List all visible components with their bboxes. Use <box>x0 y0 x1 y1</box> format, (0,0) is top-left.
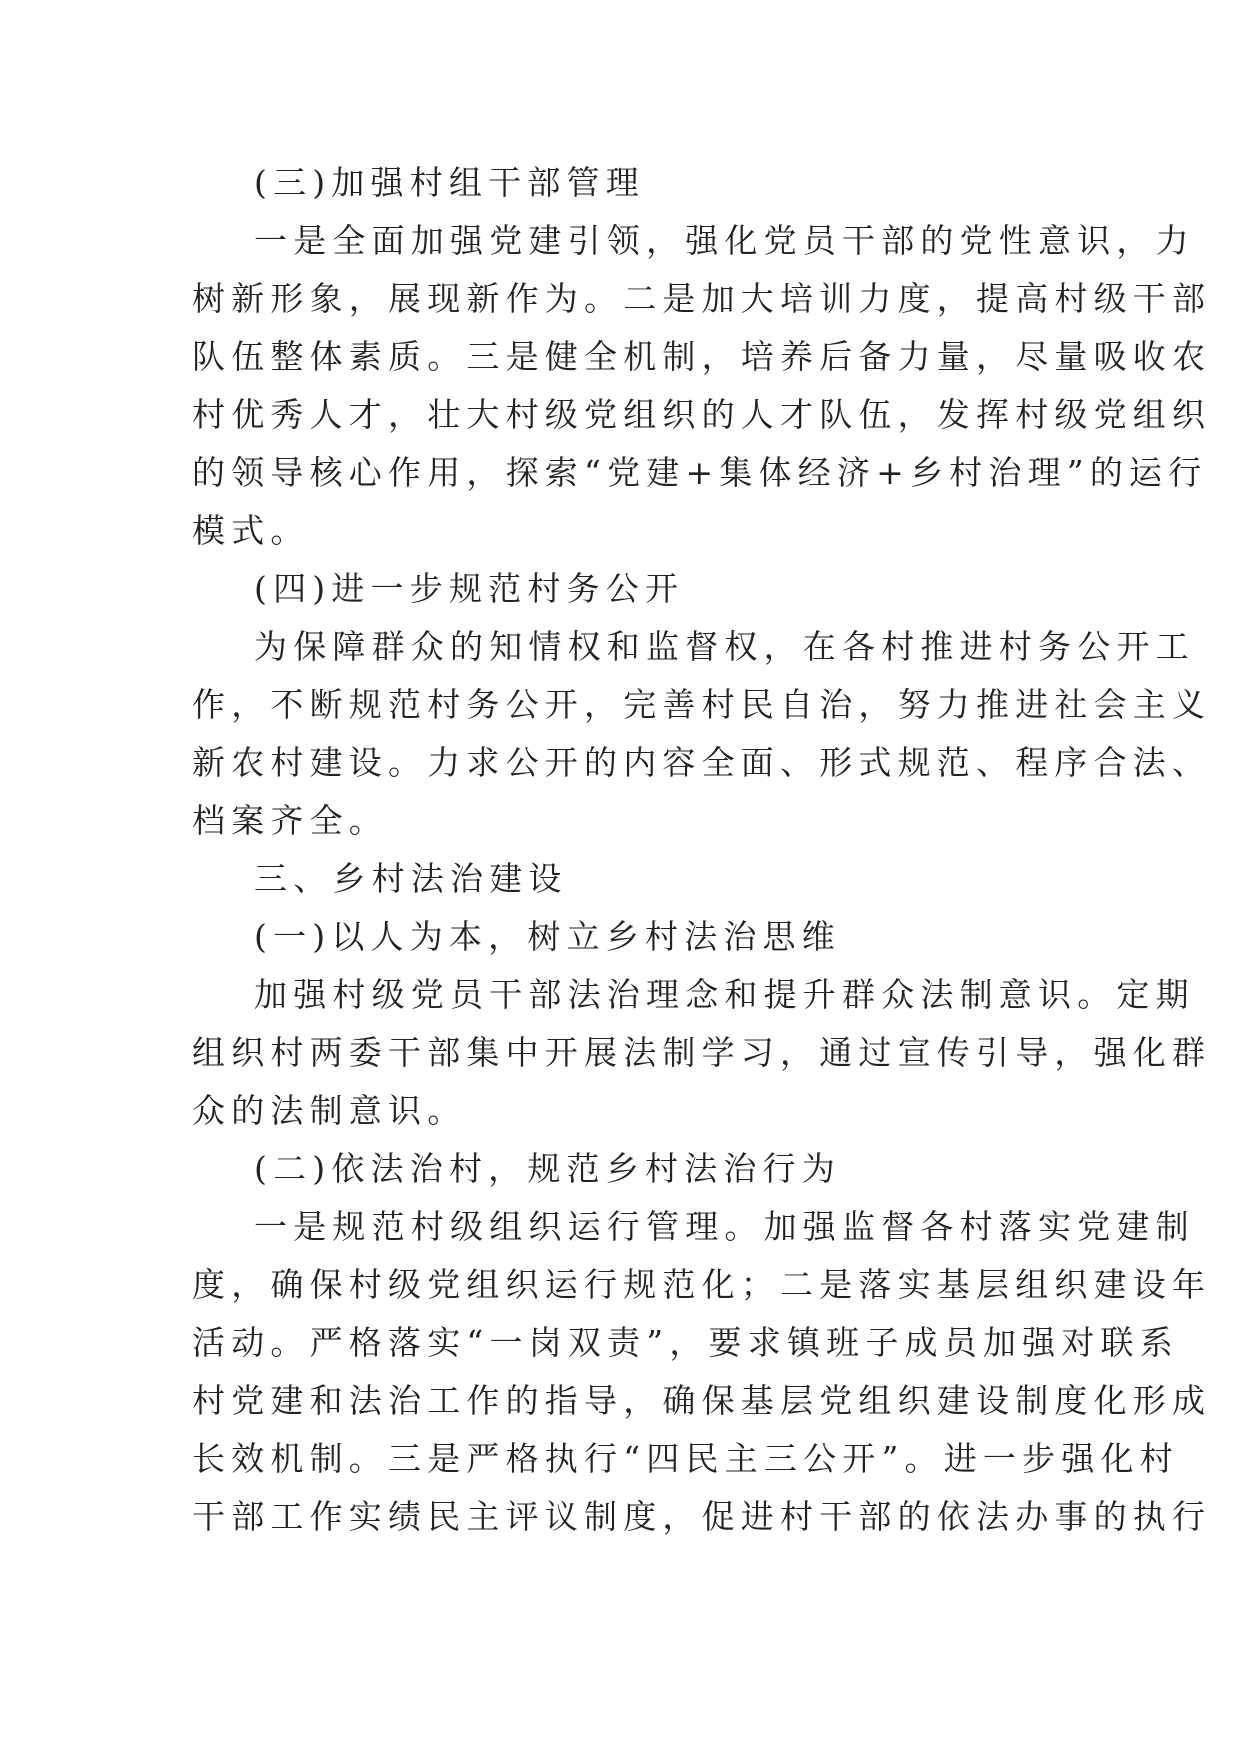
text-line: 众的法制意识。 <box>192 1091 467 1130</box>
text-line: 一是规范村级组织运行管理。加强监督各村落实党建制 <box>254 1207 1195 1246</box>
text-line: (四)进一步规范村务公开 <box>254 569 685 608</box>
text-line: (一)以人为本，树立乡村法治思维 <box>254 917 841 956</box>
document-body <box>192 154 1212 1546</box>
paragraph-disclosure <box>192 618 1212 850</box>
text-line: 组织村两委干部集中开展法制学习，通过宣传引导，强化群 <box>192 1033 1212 1072</box>
text-line: 三、乡村法治建设 <box>254 859 568 898</box>
text-line: 村优秀人才，壮大村级党组织的人才队伍，发挥村级党组织 <box>192 395 1212 434</box>
paragraph-legal-awareness <box>192 966 1212 1140</box>
text-line: (三)加强村组干部管理 <box>254 163 645 202</box>
text-line: 的领导核心作用，探索“党建+集体经济+乡村治理”的运行 <box>192 453 1208 492</box>
text-line: 度，确保村级党组织运行规范化；二是落实基层组织建设年 <box>192 1265 1212 1304</box>
section-heading-govern-by-law <box>192 1140 1060 1198</box>
paragraph-organization-management <box>192 1198 1212 1546</box>
text-line: 模式。 <box>192 511 310 550</box>
text-line: 档案齐全。 <box>192 801 388 840</box>
section-heading-strengthen-village-cadres <box>192 154 1060 212</box>
paragraph-party-building <box>192 212 1212 560</box>
text-line: 树新形象，展现新作为。二是加大培训力度，提高村级干部 <box>192 279 1212 318</box>
text-line: 村党建和法治工作的指导，确保基层党组织建设制度化形成 <box>192 1381 1212 1420</box>
text-line: 新农村建设。力求公开的内容全面、形式规范、程序合法、 <box>192 743 1212 782</box>
text-line: 作，不断规范村务公开，完善村民自治，努力推进社会主义 <box>192 685 1212 724</box>
text-line: 干部工作实绩民主评议制度，促进村干部的依法办事的执行 <box>192 1497 1212 1536</box>
section-heading-people-oriented <box>192 908 1060 966</box>
text-line: 队伍整体素质。三是健全机制，培养后备力量，尽量吸收农 <box>192 337 1212 376</box>
section-heading-village-affairs-disclosure <box>192 560 1060 618</box>
text-line: 一是全面加强党建引领，强化党员干部的党性意识，力 <box>254 221 1195 260</box>
text-line: 长效机制。三是严格执行“四民主三公开”。进一步强化村 <box>192 1439 1179 1478</box>
text-line: 加强村级党员干部法治理念和提升群众法制意识。定期 <box>254 975 1195 1014</box>
text-line: 为保障群众的知情权和监督权，在各村推进村务公开工 <box>254 627 1195 666</box>
text-line: 活动。严格落实“一岗双责”，要求镇班子成员加强对联系 <box>192 1323 1179 1362</box>
text-line: (二)依法治村，规范乡村法治行为 <box>254 1149 841 1188</box>
section-heading-rule-of-law <box>192 850 1060 908</box>
